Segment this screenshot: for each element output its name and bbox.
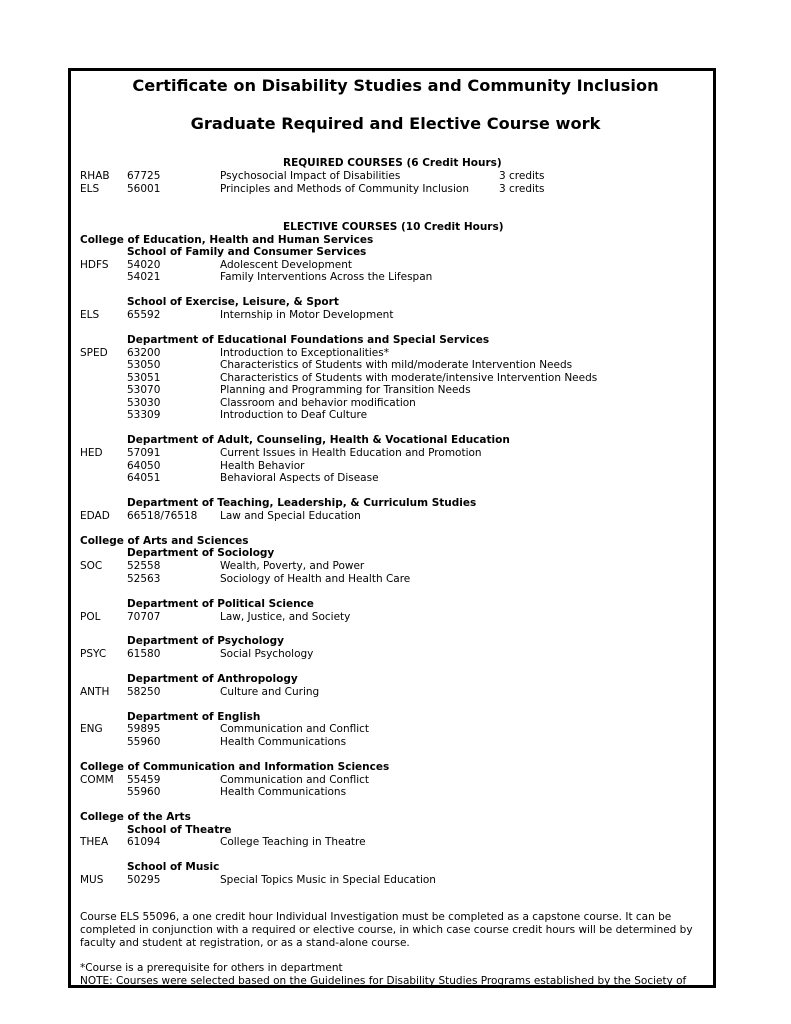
course-number: 64051 xyxy=(127,472,161,484)
course-dept: THEA xyxy=(80,836,109,848)
course-number: 53070 xyxy=(127,384,161,396)
department-heading: Department of Anthropology xyxy=(127,673,298,685)
course-number: 56001 xyxy=(127,183,161,195)
course-title: Characteristics of Students with mild/moderate Intervention Needs xyxy=(220,359,573,371)
course-title: Social Psychology xyxy=(220,648,314,660)
course-credits: 3 credits xyxy=(499,183,545,195)
course-title: Introduction to Deaf Culture xyxy=(220,409,368,421)
course-dept: POL xyxy=(80,611,101,623)
course-title: Wealth, Poverty, and Power xyxy=(220,560,365,572)
course-number: 55960 xyxy=(127,736,161,748)
course-title: Current Issues in Health Education and Promotion xyxy=(220,447,482,459)
college-heading: College of Arts and Sciences xyxy=(80,535,249,547)
course-dept: ENG xyxy=(80,723,103,735)
school-heading: School of Music xyxy=(127,861,220,873)
document-border xyxy=(68,68,716,988)
course-dept: ANTH xyxy=(80,686,110,698)
course-dept: HDFS xyxy=(80,259,109,271)
course-number: 63200 xyxy=(127,347,161,359)
course-number: 66518/76518 xyxy=(127,510,198,522)
course-title: Characteristics of Students with moderate/intensive Intervention Needs xyxy=(220,372,598,384)
department-heading: Department of Psychology xyxy=(127,635,284,647)
course-dept: COMM xyxy=(80,774,114,786)
course-dept: EDAD xyxy=(80,510,110,522)
course-number: 53030 xyxy=(127,397,161,409)
course-dept: SPED xyxy=(80,347,108,359)
course-number: 52558 xyxy=(127,560,161,572)
course-title: Behavioral Aspects of Disease xyxy=(220,472,379,484)
course-number: 61580 xyxy=(127,648,161,660)
course-number: 55960 xyxy=(127,786,161,798)
note-clip xyxy=(80,975,710,985)
college-heading: College of the Arts xyxy=(80,811,191,823)
course-title: Health Communications xyxy=(220,786,347,798)
course-title: Communication and Conflict xyxy=(220,723,370,735)
course-title: College Teaching in Theatre xyxy=(220,836,366,848)
course-dept: SOC xyxy=(80,560,103,572)
course-number: 70707 xyxy=(127,611,161,623)
page-title: Certificate on Disability Studies and Community Inclusion xyxy=(132,76,659,95)
course-title: Law and Special Education xyxy=(220,510,361,522)
course-number: 55459 xyxy=(127,774,161,786)
course-number: 54020 xyxy=(127,259,161,271)
course-credits: 3 credits xyxy=(499,170,545,182)
department-heading: Department of English xyxy=(127,711,261,723)
prerequisite-note: *Course is a prerequisite for others in department xyxy=(80,962,343,974)
course-number: 53051 xyxy=(127,372,161,384)
course-title: Family Interventions Across the Lifespan xyxy=(220,271,433,283)
department-heading: Department of Educational Foundations and Special Services xyxy=(127,334,490,346)
required-heading: REQUIRED COURSES (6 Credit Hours) xyxy=(283,157,502,169)
source-note: NOTE: Courses were selected based on the Guidelines for Disability Studies Programs established by the Society of xyxy=(80,975,687,985)
department-heading: Department of Adult, Counseling, Health & Vocational Education xyxy=(127,434,510,446)
department-heading: Department of Teaching, Leadership, & Curriculum Studies xyxy=(127,497,477,509)
course-number: 57091 xyxy=(127,447,161,459)
course-title: Law, Justice, and Society xyxy=(220,611,351,623)
course-title: Culture and Curing xyxy=(220,686,320,698)
course-dept: MUS xyxy=(80,874,104,886)
capstone-note: Course ELS 55096, a one credit hour Individual Investigation must be completed as a capstone course. It can be completed in conjunction with a required or elective course, in which case course credit hours will be determined by faculty and student at registration, or as a stand-alone course. xyxy=(80,911,693,949)
course-title: Communication and Conflict xyxy=(220,774,370,786)
college-heading: College of Communication and Information Sciences xyxy=(80,761,390,773)
course-title: Adolescent Development xyxy=(220,259,352,271)
course-number: 50295 xyxy=(127,874,161,886)
course-dept: ELS xyxy=(80,309,100,321)
course-number: 65592 xyxy=(127,309,161,321)
course-dept: ELS xyxy=(80,183,100,195)
course-title: Health Communications xyxy=(220,736,347,748)
course-title: Introduction to Exceptionalities* xyxy=(220,347,389,359)
elective-heading: ELECTIVE COURSES (10 Credit Hours) xyxy=(283,221,504,233)
course-number: 53309 xyxy=(127,409,161,421)
course-dept: HED xyxy=(80,447,103,459)
course-number: 53050 xyxy=(127,359,161,371)
course-title: Health Behavior xyxy=(220,460,305,472)
course-number: 59895 xyxy=(127,723,161,735)
course-dept: PSYC xyxy=(80,648,107,660)
course-number: 54021 xyxy=(127,271,161,283)
department-heading: Department of Political Science xyxy=(127,598,314,610)
course-number: 61094 xyxy=(127,836,161,848)
college-heading: College of Education, Health and Human Services xyxy=(80,234,374,246)
course-number: 67725 xyxy=(127,170,161,182)
school-heading: School of Family and Consumer Services xyxy=(127,246,367,258)
school-heading: School of Theatre xyxy=(127,824,232,836)
course-title: Principles and Methods of Community Inclusion xyxy=(220,183,469,195)
department-heading: Department of Sociology xyxy=(127,547,275,559)
course-title: Sociology of Health and Health Care xyxy=(220,573,411,585)
page-subtitle: Graduate Required and Elective Course work xyxy=(190,114,601,133)
course-dept: RHAB xyxy=(80,170,110,182)
course-number: 58250 xyxy=(127,686,161,698)
course-title: Planning and Programming for Transition Needs xyxy=(220,384,471,396)
course-title: Psychosocial Impact of Disabilities xyxy=(220,170,401,182)
course-number: 64050 xyxy=(127,460,161,472)
course-title: Internship in Motor Development xyxy=(220,309,394,321)
course-title: Classroom and behavior modification xyxy=(220,397,416,409)
course-number: 52563 xyxy=(127,573,161,585)
course-title: Special Topics Music in Special Education xyxy=(220,874,436,886)
school-heading: School of Exercise, Leisure, & Sport xyxy=(127,296,339,308)
